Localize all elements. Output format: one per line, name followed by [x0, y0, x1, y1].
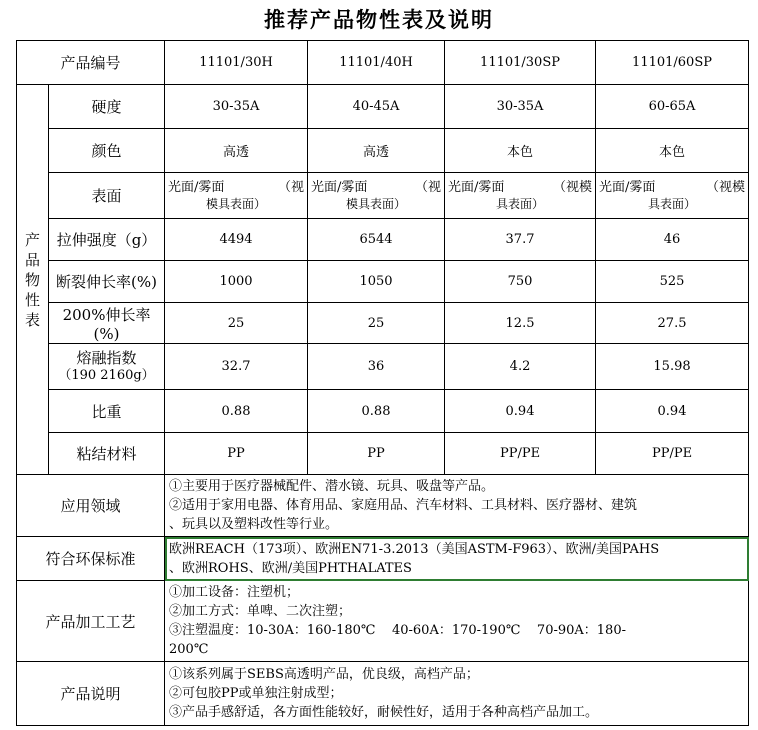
table-row-environment — [17, 537, 749, 581]
cell-value: 25 — [308, 303, 445, 344]
product-code-3: 11101/30SP — [445, 41, 596, 85]
product-code-2: 11101/40H — [308, 41, 445, 85]
application-text: ①主要用于医疗器械配件、潜水镜、玩具、吸盘等产品。 ②适用于家用电器、体育用品、家庭用品、汽车材料、工具材料、医疗器材、建筑 、玩具以及塑料改性等行业。 — [165, 475, 749, 537]
table-row-200-elongation — [17, 303, 749, 344]
cell-value: 6544 — [308, 219, 445, 261]
cell-value: PP/PE — [596, 433, 749, 475]
description-text: ①该系列属于SEBS高透明产品，优良级，高档产品； ②可包胶PP或单独注射成型； ③产品手感舒适，各方面性能较好，耐候性好，适用于各种高档产品加工。 — [165, 662, 749, 726]
cell-surface: 光面/雾面 （视 模具表面） — [308, 173, 445, 219]
row-label: 粘结材料 — [49, 433, 165, 475]
cell-value: 0.94 — [596, 390, 749, 433]
application-label: 应用领域 — [17, 475, 165, 537]
cell-value: 0.94 — [445, 390, 596, 433]
row-label: 熔融指数 （190 2160g） — [49, 344, 165, 390]
product-code-4: 11101/60SP — [596, 41, 749, 85]
cell-surface: 光面/雾面 （视模 具表面） — [445, 173, 596, 219]
cell-value: 4494 — [165, 219, 308, 261]
table-row-surface — [17, 173, 749, 219]
page-title: 推荐产品物性表及说明 — [264, 7, 494, 32]
row-label: 比重 — [49, 390, 165, 433]
cell-value: PP/PE — [445, 433, 596, 475]
cell-value: PP — [308, 433, 445, 475]
row-label: 颜色 — [49, 129, 165, 173]
description-label: 产品说明 — [17, 662, 165, 726]
table-row-specific-gravity — [17, 390, 749, 433]
group-label-properties: 产 品 物 性 表 — [17, 85, 49, 475]
cell-value: 12.5 — [445, 303, 596, 344]
cell-value: 36 — [308, 344, 445, 390]
table-row-melt-index — [17, 344, 749, 390]
table-row-description — [17, 662, 749, 726]
cell-value: 本色 — [445, 129, 596, 173]
cell-value: 25 — [165, 303, 308, 344]
processing-label: 产品加工工艺 — [17, 581, 165, 662]
cell-value: 40-45A — [308, 85, 445, 129]
row-label: 200%伸长率(%) — [49, 303, 165, 344]
cell-value: 46 — [596, 219, 749, 261]
cell-value: 高透 — [165, 129, 308, 173]
cell-value: 525 — [596, 261, 749, 303]
cell-value: 30-35A — [445, 85, 596, 129]
cell-surface: 光面/雾面 （视 模具表面） — [165, 173, 308, 219]
cell-value: 0.88 — [308, 390, 445, 433]
row-label: 拉伸强度（g） — [49, 219, 165, 261]
cell-value: 30-35A — [165, 85, 308, 129]
cell-value: 32.7 — [165, 344, 308, 390]
processing-text: ①加工设备：注塑机； ②加工方式：单啤、二次注塑； ③注塑温度：10-30A：160-180℃ 40-60A：170-190℃ 70-90A：180- 200℃ — [165, 581, 749, 662]
cell-value: 37.7 — [445, 219, 596, 261]
property-table — [16, 40, 749, 726]
environment-label: 符合环保标准 — [17, 537, 165, 581]
cell-value: 4.2 — [445, 344, 596, 390]
row-label: 断裂伸长率(%) — [49, 261, 165, 303]
row-label: 表面 — [49, 173, 165, 219]
row-label: 硬度 — [49, 85, 165, 129]
table-row-processing — [17, 581, 749, 662]
cell-value: 27.5 — [596, 303, 749, 344]
table-row-elongation — [17, 261, 749, 303]
product-code-label: 产品编号 — [17, 41, 165, 85]
product-code-1: 11101/30H — [165, 41, 308, 85]
cell-value: 0.88 — [165, 390, 308, 433]
table-row-hardness — [17, 85, 749, 129]
cell-value: 15.98 — [596, 344, 749, 390]
cell-value: PP — [165, 433, 308, 475]
cell-value: 1050 — [308, 261, 445, 303]
cell-value: 高透 — [308, 129, 445, 173]
table-row-bonding — [17, 433, 749, 475]
cell-value: 1000 — [165, 261, 308, 303]
cell-surface: 光面/雾面 （视模 具表面） — [596, 173, 749, 219]
cell-value: 本色 — [596, 129, 749, 173]
table-row-tensile — [17, 219, 749, 261]
cell-value: 750 — [445, 261, 596, 303]
table-row-color — [17, 129, 749, 173]
table-row-application — [17, 475, 749, 537]
header-row — [17, 41, 749, 85]
environment-text: 欧洲REACH（173项）、欧洲EN71-3.2013（美国ASTM-F963）、欧洲/美国PAHS 、欧洲ROHS、欧洲/美国PHTHALATES — [165, 537, 749, 581]
cell-value: 60-65A — [596, 85, 749, 129]
